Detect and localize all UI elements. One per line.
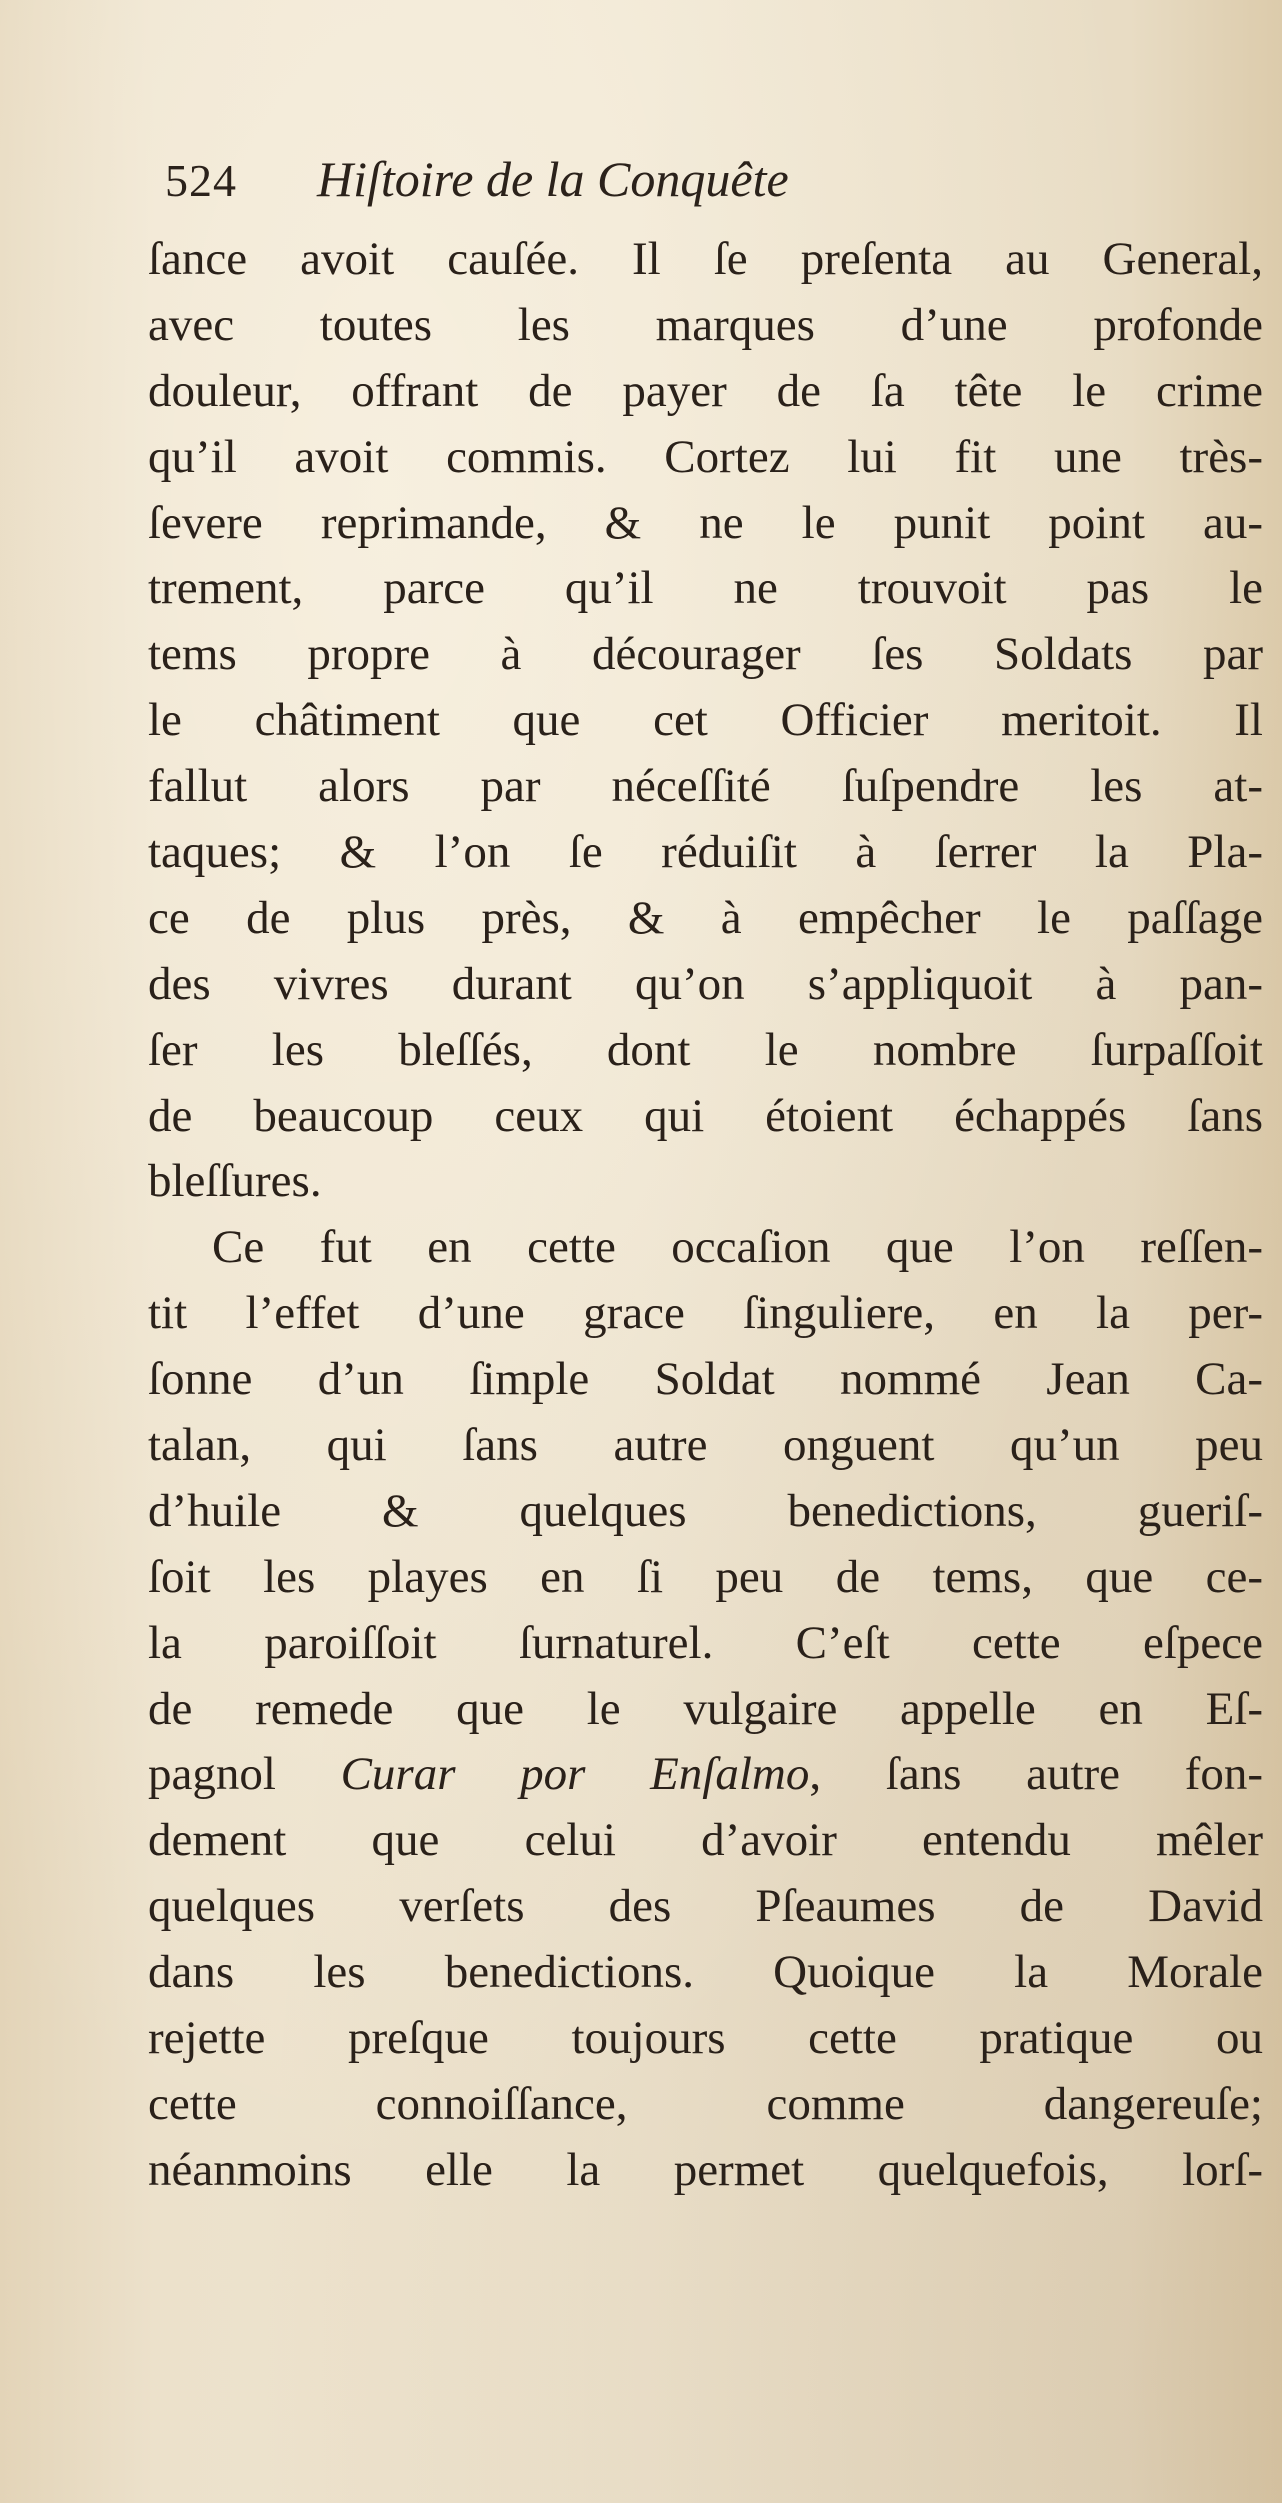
text-line: taques; & l’on ſe réduiſit à ſerrer la Pla- [148, 826, 1263, 879]
text-line: le châtiment que cet Officier meritoit. Il [148, 694, 1263, 747]
body-text [148, 227, 1263, 2204]
text-line: ſonne d’un ſimple Soldat nommé Jean Ca- [148, 1353, 1263, 1406]
page-header [165, 150, 1165, 220]
text-line: d’huile & quelques benedictions, gueriſ- [148, 1484, 1263, 1537]
text-line: bleſſures. [148, 1155, 322, 1208]
italic-phrase: Curar por Enſalmo [340, 1748, 810, 1801]
text-line: dement que celui d’avoir entendu mêler [148, 1814, 1263, 1867]
text-line: ſance avoit cauſée. Il ſe preſenta au General, [148, 233, 1263, 285]
text-line: de beaucoup ceux qui étoient échappés ſans [148, 1089, 1263, 1142]
text-segment: pagnol [148, 1748, 276, 1801]
text-line: des vivres durant qu’on s’appliquoit à pan- [148, 957, 1263, 1010]
text-line: cette connoiſſance, comme dangereuſe; [148, 2077, 1263, 2130]
text-line: talan, qui ſans autre onguent qu’un peu [148, 1419, 1263, 1472]
text-line: qu’il avoit commis. Cortez lui fit une très- [148, 430, 1263, 483]
text-line: rejette preſque toujours cette pratique ou [148, 2012, 1263, 2065]
text-line: trement, parce qu’il ne trouvoit pas le [148, 562, 1263, 615]
paragraph-first-line: Ce fut en cette occaſion que l’on reſſen- [212, 1221, 1263, 1274]
text-line: quelques verſets des Pſeaumes de David [148, 1880, 1263, 1933]
text-line: tems propre à décourager ſes Soldats par [148, 628, 1263, 681]
text-line: de remede que le vulgaire appelle en Eſ- [148, 1682, 1263, 1735]
text-line: ſevere reprimande, & ne le punit point au- [148, 496, 1263, 549]
running-title: Hiſtoire de la Conquête [317, 151, 789, 207]
text-segment: , ſans autre fon- [809, 1748, 1263, 1801]
text-line: ſoit les playes en ſi peu de tems, que ce- [148, 1550, 1263, 1603]
text-line: avec toutes les marques d’une profonde [148, 298, 1263, 351]
page-number: 524 [165, 155, 237, 206]
text-line: ſer les bleſſés, dont le nombre ſurpaſſoit [148, 1023, 1263, 1076]
text-line: douleur, offrant de payer de ſa tête le crime [148, 364, 1263, 417]
text-line: néanmoins elle la permet quelquefois, lorſ- [148, 2143, 1263, 2196]
text-line: ce de plus près, & à empêcher le paſſage [148, 891, 1263, 944]
text-line: fallut alors par néceſſité ſuſpendre les at- [148, 760, 1263, 813]
text-line: la paroiſſoit ſurnaturel. C’eſt cette eſpece [148, 1616, 1263, 1669]
text-line-with-italic [148, 1742, 1263, 1808]
text-line: dans les benedictions. Quoique la Morale [148, 1946, 1263, 1999]
text-line: tit l’effet d’une grace ſinguliere, en la per- [148, 1287, 1263, 1340]
